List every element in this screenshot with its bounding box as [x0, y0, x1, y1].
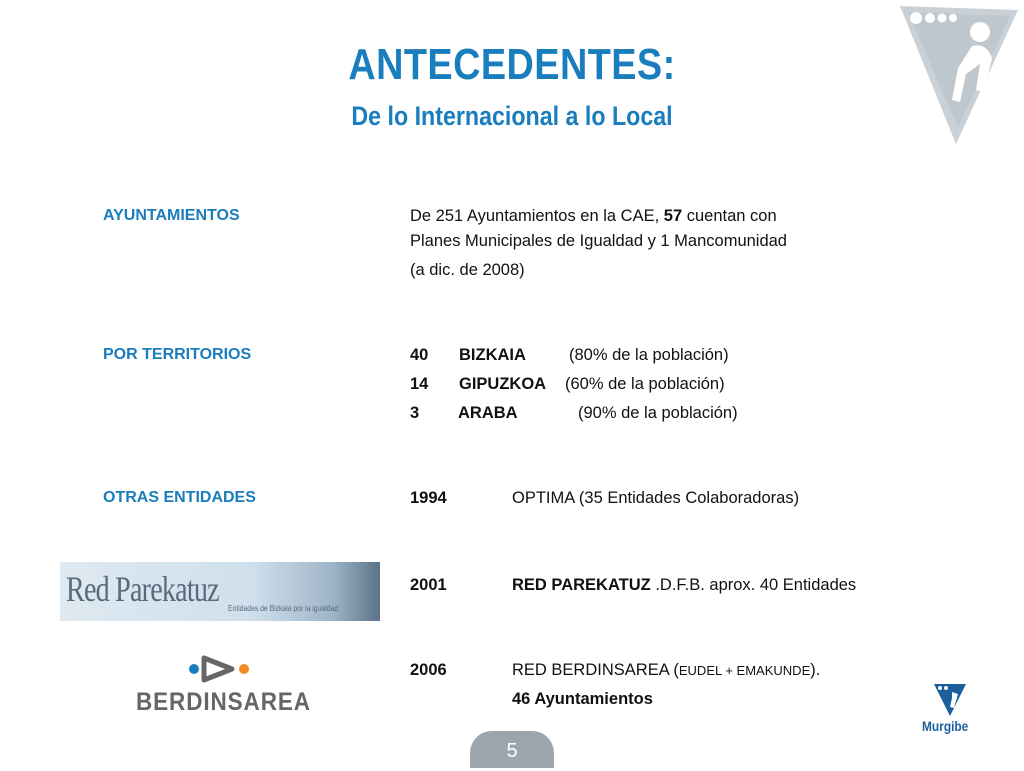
murgibe-symbol-icon [918, 682, 982, 718]
ayuntamientos-line1: De 251 Ayuntamientos en la CAE, 57 cuentan con [410, 207, 777, 225]
page-number: 5 [470, 731, 554, 768]
label-territorios: POR TERRITORIOS [103, 346, 252, 363]
berdinsarea-symbol-icon [134, 652, 310, 688]
label-ayuntamientos: AYUNTAMIENTOS [103, 207, 240, 224]
parekatuz-text: RED PAREKATUZ .D.F.B. aprox. 40 Entidades [512, 576, 857, 594]
year-1994: 1994 [410, 489, 447, 507]
murgibe-logo: Murgibe [918, 682, 982, 744]
label-otras-entidades: OTRAS ENTIDADES [103, 489, 256, 506]
ayuntamientos-line3: (a dic. de 2008) [410, 261, 525, 279]
territorio-row: 3 ARABA (90% de la población) [410, 404, 738, 422]
optima-text: OPTIMA (35 Entidades Colaboradoras) [512, 489, 800, 507]
year-2001: 2001 [410, 576, 447, 594]
berdinsarea-ayuntamientos: 46 Ayuntamientos [512, 690, 653, 708]
year-2006: 2006 [410, 661, 447, 679]
berdinsarea-logo: BERDINSAREA [134, 652, 310, 718]
berdinsarea-text: RED BERDINSAREA (EUDEL + EMAKUNDE). [512, 661, 821, 679]
page-title: ANTECEDENTES: [348, 40, 676, 89]
territorio-row: 40 BIZKAIA (80% de la población) [410, 346, 729, 364]
territorio-row: 14 GIPUZKOA (60% de la población) [410, 375, 725, 393]
red-parekatuz-logo: Red Parekatuz Entidades de Bizkaia por la igualdad [60, 562, 380, 621]
ayuntamientos-line2: Planes Municipales de Igualdad y 1 Mancomunidad [410, 232, 787, 250]
page-subtitle: De lo Internacional a lo Local [351, 101, 673, 131]
